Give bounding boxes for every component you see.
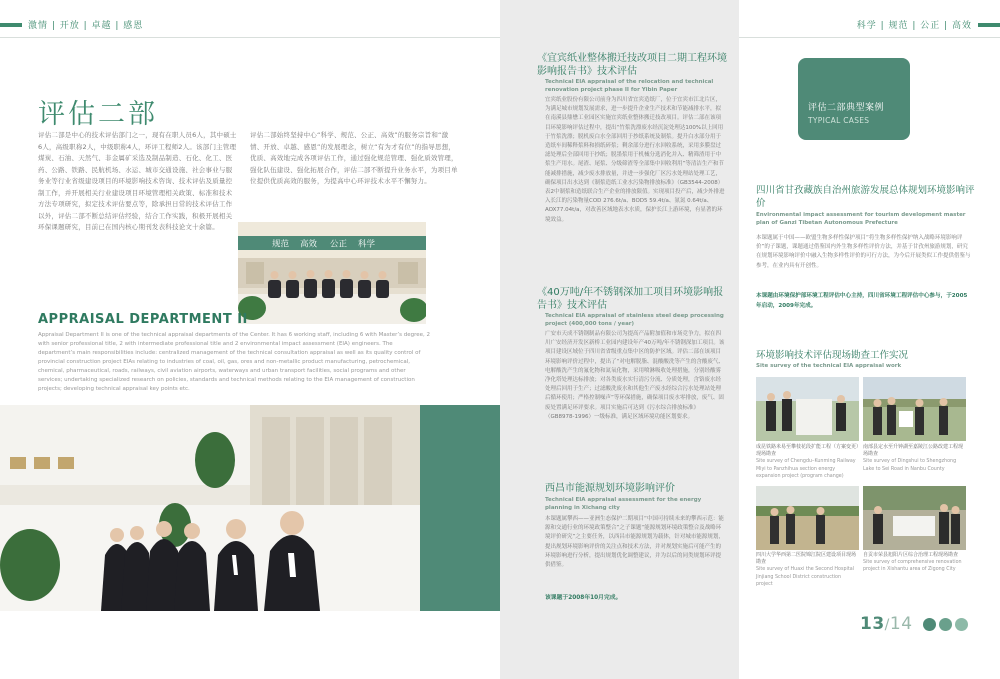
caption-cn: 四川大学华西第二医院锦江院区建设项目现场勘查	[756, 552, 857, 566]
dot-icon	[923, 618, 936, 631]
article-body-xichang: 本课题属攀西——亚洲生态保护二期项目“中国可持续未来的攀西示范：能源和交通行业的环境政策整合”之子课题“能源规划环境政策整合及战略环境评价研究”之主要任务，以西昌市能源规划为载体，针对城市能源规划，提出规划环境影响评价的关注点和技术方法，并对规划实施后可能产生的环境影响进行分析，提出规划优化调整建议，并为以后的同类规划环评提供借鉴。	[545, 516, 724, 569]
article-subtitle-xichang: Technical EIA appraisal assessment for the energy planning in Xichang city	[545, 497, 702, 511]
caption-cn: 自贡市荣县旭阳片区综合治理工程现场勘查	[863, 552, 959, 558]
badge-title-en: TYPICAL CASES	[808, 116, 870, 125]
typical-cases-badge	[798, 58, 910, 140]
team-photo	[0, 405, 420, 611]
survey-photo-4	[863, 486, 966, 550]
survey-caption-3	[756, 552, 859, 588]
survey-photo-illustration	[863, 377, 966, 441]
survey-subtitle: Site survey of the technical EIA appraisal work	[756, 363, 902, 369]
right-tagline	[856, 18, 1000, 32]
survey-photo-1	[756, 377, 859, 441]
caption-en: Site survey of Dingshui to Shengzhong Lake to Sei Road in Nanbu County	[863, 459, 957, 472]
article-body-ganzi: 本课题属于中国——欧盟生物多样性保护项目“将生物多样性保护纳入战略环境影响评价”的子课题，课题通过借鉴国内外生物多样性评价方法，并基于甘孜州旅游规划，研究在规划环境影响评价中融入生物多样性评价的可行方法，为今后开展类似工作提供借鉴与参考，在业内具有开创性。	[756, 235, 971, 269]
caption-cn: 南部县定水至升钟湖至嘉陵江公路改建工程现场勘查	[863, 444, 964, 458]
survey-title: 环境影响技术评估现场勘查工作实况	[756, 350, 909, 361]
page-number: 13/14	[860, 614, 913, 634]
article-title-ganzi: 四川省甘孜藏族自治州旅游发展总体规划环境影响评价	[756, 185, 975, 209]
article-note-xichang: 该课题于2008年10月完成。	[545, 595, 622, 601]
intro-paragraph-1: 评估二部是中心的技术评估部门之一，现有在职人员6人，其中硕士6人，高级职称2人，中级职称4人，环评工程师2人。该部门主管理煤炭、石油、天然气、非金属矿采选及制品制造、石化、化工、医药、公路、铁路、民航机场、水运、城市交通设施、社会事业与服务业等行业省级建设项目的环境影响技术咨询、技术评估及质量控制工作，并开展相关行业建设项目环境管理相关政策、标准和技术方法专项研究，拟定技术评估要点等，除承担日常的技术评估工作以外，评估二部不断总结评估经验，结合工作实践，积极开展相关环保课题研究，目前已在国内核心期刊发表科技论文十余篇。	[38, 131, 237, 231]
article-note-ganzi: 本课题由环境保护部环境工程评估中心主持，四川省环境工程评估中心参与，于2005年启动，2009年完成。	[756, 293, 968, 309]
banner-word: 科学	[358, 239, 376, 250]
caption-en: Site survey of Chengdu–Kunming Railway Miyi to Panzhihua section energy expansion project (program change)	[756, 459, 856, 479]
survey-caption-2	[863, 444, 966, 473]
intro-paragraph-2: 评估二部始终坚持中心“科学、规范、公正、高效”的服务宗旨和“激情、开放、卓越、感恩”的发展理念，树立“有为才有位”的指导思想，优质、高效地完成各项评估工作，通过强化规范管理、强化质效管理，强化队伍建设、强化拓展合作，评估二部不断提升业务水平，为项目单位提供优质高效的服务，为提高中心环评技术水平不懈努力。	[250, 131, 458, 185]
survey-photo-3	[756, 486, 859, 550]
top-rule	[0, 37, 500, 38]
survey-photo-2	[863, 377, 966, 441]
tagline-bar	[0, 23, 22, 27]
green-accent-strip	[420, 405, 500, 611]
caption-cn: 成昆铁路米易至攀枝花段扩能工程（方案变更）现场勘查	[756, 444, 859, 458]
dot-icon	[955, 618, 968, 631]
page-number-left: 13	[860, 614, 885, 634]
article-subtitle-yibin: Technical EIA appraisal of the relocation and technical renovation project phase II for Yibin Paper	[545, 79, 714, 93]
group-photo-small	[238, 222, 426, 324]
section-title-en: APPRAISAL DEPARTMENT II	[38, 312, 248, 327]
article-body-steel: 广安市天成不锈钢制品有限公司为提高产品附加值和市场竞争力，拟在四川广安经济开发区新桥工业园内建设年产40万吨/年不锈钢深加工项目。该项目建设区域位于四川省省级重点集中区的防护区域。评估二部在该项目环境影响评价过程中，提出了“对电解脱脂、混酸酸洗等产生的含酸废气、电解酸洗产生的氟化物和氮氧化物，采用喷淋吸收处理措施，分别经酸雾净化塔处理达标排放；对各类废水实行清污分流、分质处理，含铬废水经处理后回用于生产；过滤酸洗废水和其他生产废水经综合污水处理站处理后循环使用；严格控制噪声”等环保措施，确保项目废水零排放，废气、固废处置满足环评要求。项目实施后可达到《污水综合排放标准》（GB8978-1996）一级标准，满足区域环境功能区划要求。	[545, 331, 725, 420]
survey-photo-illustration	[756, 377, 859, 441]
right-page	[500, 0, 1000, 679]
article-title-yibin: 《宜宾纸业整体搬迁技改项目二期工程环境影响报告书》技术评估	[537, 53, 727, 77]
caption-en: Site survey of comprehensive renovation project in Xishantu area of Zigong City	[863, 560, 962, 573]
article-body-yibin: 宜宾纸业股份有限公司前身为四川省宜宾造纸厂，位于宜宾市江北片区，为满足城市规划发展需求，进一步提升企业生产技术和节能减排水平，拟在南溪县鼎懋工业园区实施宜宾纸业整体搬迁技改项目。评估二部在该项目环境影响评估过程中，提出“竹浆洗漂废水经沉淀处理达100%以上回用于竹浆洗漂；脱机废白水全部回用于抄纸系统及制浆。提升白水部分用于造纸车间稀释浆料和损纸碎浆；剩余部分进行水回收系统，采用多膜盘过滤处理后全部回用于抄纸；脱墨浆用于机械分选消化并入、精筛渣用于中浆生产用水。尾渣、尾浆、分级筛渣等全部集中回收利用”等清洁生产和节能减排措施，减少废水排放量，并进一步强化厂区污水处理站处理工艺，确保项目出水达到《制浆造纸工业水污染物排放标准》（GB3544-2008）表2中制浆和造纸联合生产企业的排放限值。实现项目投产后，减少外排进入长江的污染物量COD 276.6t/a、BOD5 59.4t/a、氨氮 0.64t/a、AOX77.04t/a，对改善区域地表水水质，保护长江上游环境，有显著的环境效益。	[545, 97, 725, 223]
page-title: 评估二部	[38, 99, 158, 130]
survey-caption-1	[756, 444, 859, 480]
team-photo-illustration	[0, 405, 420, 611]
survey-photo-illustration	[863, 486, 966, 550]
right-tagline-text: 科学 | 规范 | 公正 | 高效	[856, 21, 972, 31]
survey-caption-4	[863, 552, 966, 574]
page-dots	[923, 618, 983, 632]
dot-icon	[939, 618, 952, 631]
left-tagline-text: 激情 | 开放 | 卓越 | 感恩	[28, 21, 144, 31]
office-photo	[238, 222, 426, 324]
top-rule-right	[739, 37, 1000, 38]
article-subtitle-ganzi: Environmental impact assessment for tourism development master plan of Ganzi Tibetan Autonomous Prefecture	[756, 212, 966, 226]
left-tagline	[0, 18, 144, 32]
survey-photo-illustration	[756, 486, 859, 550]
banner-word: 规范	[272, 239, 290, 250]
intro-paragraph-en: Appraisal Department II is one of the technical appraisal departments of the Center. It has 6 working staff, including 6 with Master’s degree, 2 with senior professional title, 2 with intermediate professional title and 2 environmental impact assessment (EIA) engineers. The department’s main responsibilities include: centralized management of the technical consultation appraisal as well as its quality control of provincial construction project EIAs relating to industries of coal, oil, gas, ores and non-metallic product manufacturing, petrochemical, chemical, pharmaceutical, roads, railways, civil aviation airports, waterways and urban transport facilities, social programs and other services; undertaking specialized research on policies, standards and technical methods relating to the EIA management of construction projects; developing technical appraisal key points etc.	[38, 332, 430, 392]
article-title-xichang: 西昌市能源规划环境影响评价	[545, 483, 675, 494]
caption-en: Site survey of Huaxi the Second Hospital Jinjiang School District construction project	[756, 567, 854, 587]
article-subtitle-steel: Technical EIA appraisal of stainless steel deep processing project (400,000 tons / year)	[545, 313, 724, 327]
banner-word: 高效	[300, 239, 318, 250]
page-number-right: 14	[889, 614, 913, 634]
article-title-steel: 《40万吨/年不锈钢深加工项目环境影响报告书》技术评估	[537, 287, 724, 311]
badge-title-cn: 评估二部典型案例	[808, 103, 885, 113]
tagline-bar	[978, 23, 1000, 27]
banner-word: 公正	[330, 239, 348, 250]
